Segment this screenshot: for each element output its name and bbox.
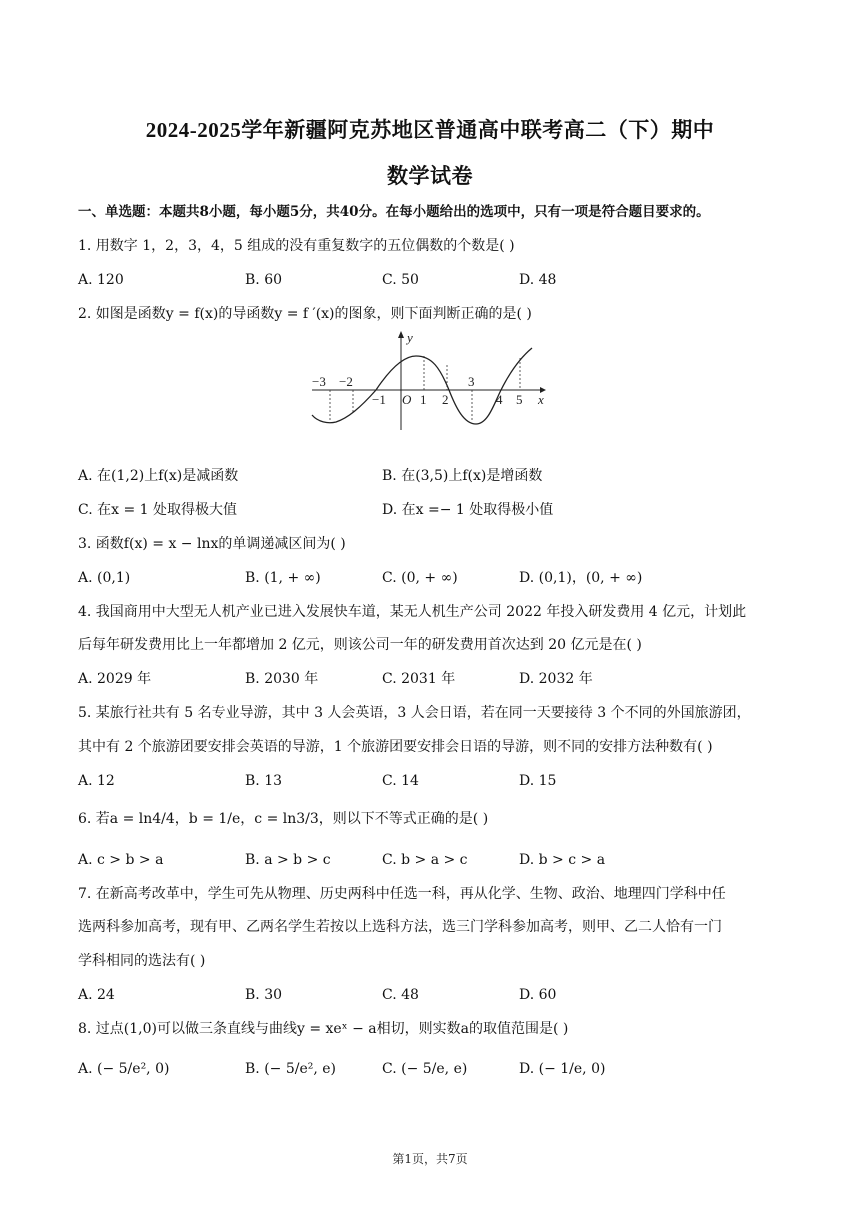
question-5-line2: 其中有 2 个旅游团要安排会英语的导游，1 个旅游团要安排会日语的导游，则不同的安排方法种数有( ) (78, 739, 713, 755)
q5-option-c: C. 14 (382, 773, 419, 789)
q8-option-c: C. (− 5/e, e) (382, 1061, 468, 1077)
origin-label: O (402, 392, 412, 407)
question-4-line2: 后每年研发费用比上一年都增加 2 亿元，则该公司一年的研发费用首次达到 20 亿元是在( ) (78, 637, 642, 653)
y-axis-label: y (407, 330, 413, 345)
q5-option-d: D. 15 (519, 773, 557, 789)
q7-option-c: C. 48 (382, 987, 419, 1003)
q1-option-a: A. 120 (78, 272, 124, 288)
exam-title-line1: 2024-2025学年新疆阿克苏地区普通高中联考高二（下）期中 (145, 118, 715, 142)
q3-option-d: D. (0,1)，(0, + ∞) (519, 570, 643, 586)
q6-option-c: C. b > a > c (382, 852, 468, 868)
question-5-line1: 5. 某旅行社共有 5 名专业导游，其中 3 人会英语，3 人会日语，若在同一天要接待 3 个不同的外国旅游团， (78, 705, 751, 721)
q3-option-c: C. (0, + ∞) (382, 570, 458, 586)
q2-option-d: D. 在x =− 1 处取得极小值 (382, 502, 554, 518)
q2-option-b: B. 在(3,5)上f(x)是增函数 (382, 468, 543, 484)
question-7-line1: 7. 在新高考改革中，学生可先从物理、历史两科中任选一科，再从化学、生物、政治、地理四门学科中任 (78, 886, 726, 902)
tick-label-1: 1 (420, 392, 427, 407)
q3-option-a: A. (0,1) (78, 570, 131, 586)
x-axis-label: x (538, 392, 544, 407)
q7-option-d: D. 60 (519, 987, 557, 1003)
q2-option-c: C. 在x = 1 处取得极大值 (78, 502, 237, 518)
exam-title-line2: 数学试卷 (387, 164, 473, 188)
q7-option-b: B. 30 (245, 987, 283, 1003)
question-2: 2. 如图是函数y = f(x)的导函数y = f ′(x)的图象，则下面判断正确的是( ) (78, 306, 532, 322)
question-4-line1: 4. 我国商用中大型无人机产业已进入发展快车道，某无人机生产公司 2022 年投入研发费用 4 亿元，计划此 (78, 604, 747, 620)
derivative-graph (306, 328, 546, 432)
q3-option-b: B. (1, + ∞) (245, 570, 321, 586)
q5-option-b: B. 13 (245, 773, 283, 789)
tick-label-neg3: −3 (312, 374, 326, 389)
q4-option-c: C. 2031 年 (382, 671, 456, 687)
tick-label-neg1: −1 (372, 392, 386, 407)
question-7-line3: 学科相同的选法有( ) (78, 953, 206, 969)
q6-option-b: B. a > b > c (245, 852, 331, 868)
q1-option-d: D. 48 (519, 272, 557, 288)
tick-label-2: 2 (442, 392, 449, 407)
question-8: 8. 过点(1,0)可以做三条直线与曲线y = xeˣ − a相切，则实数a的取值范围是( ) (78, 1021, 569, 1037)
q7-option-a: A. 24 (78, 987, 115, 1003)
q1-option-b: B. 60 (245, 272, 283, 288)
question-7-line2: 选两科参加高考，现有甲、乙两名学生若按以上选科方法，选三门学科参加高考，则甲、乙二人恰有一门 (78, 919, 722, 935)
q8-option-b: B. (− 5/e², e) (245, 1061, 336, 1077)
q4-option-d: D. 2032 年 (519, 671, 593, 687)
page-footer: 第1页，共7页 (392, 1152, 468, 1166)
y-axis-arrow (398, 331, 404, 338)
q6-option-d: D. b > c > a (519, 852, 606, 868)
q5-option-a: A. 12 (78, 773, 115, 789)
tick-label-4: 4 (496, 392, 503, 407)
q1-option-c: C. 50 (382, 272, 419, 288)
tick-label-neg2: −2 (339, 374, 353, 389)
question-1: 1. 用数字 1，2，3，4，5 组成的没有重复数字的五位偶数的个数是( ) (78, 238, 515, 254)
tick-label-5: 5 (516, 392, 523, 407)
tick-label-3: 3 (468, 374, 475, 389)
q8-option-a: A. (− 5/e², 0) (78, 1061, 170, 1077)
q4-option-b: B. 2030 年 (245, 671, 319, 687)
q6-option-a: A. c > b > a (78, 852, 164, 868)
q4-option-a: A. 2029 年 (78, 671, 152, 687)
section-heading: 一、单选题：本题共8小题，每小题5分，共40分。在每小题给出的选项中，只有一项是符合题目要求的。 (78, 204, 710, 220)
question-6: 6. 若a = ln4/4，b = 1/e，c = ln3/3，则以下不等式正确的是( ) (78, 811, 489, 827)
q2-option-a: A. 在(1,2)上f(x)是减函数 (78, 468, 239, 484)
q8-option-d: D. (− 1/e, 0) (519, 1061, 606, 1077)
question-3: 3. 函数f(x) = x − lnx的单调递减区间为( ) (78, 536, 346, 552)
